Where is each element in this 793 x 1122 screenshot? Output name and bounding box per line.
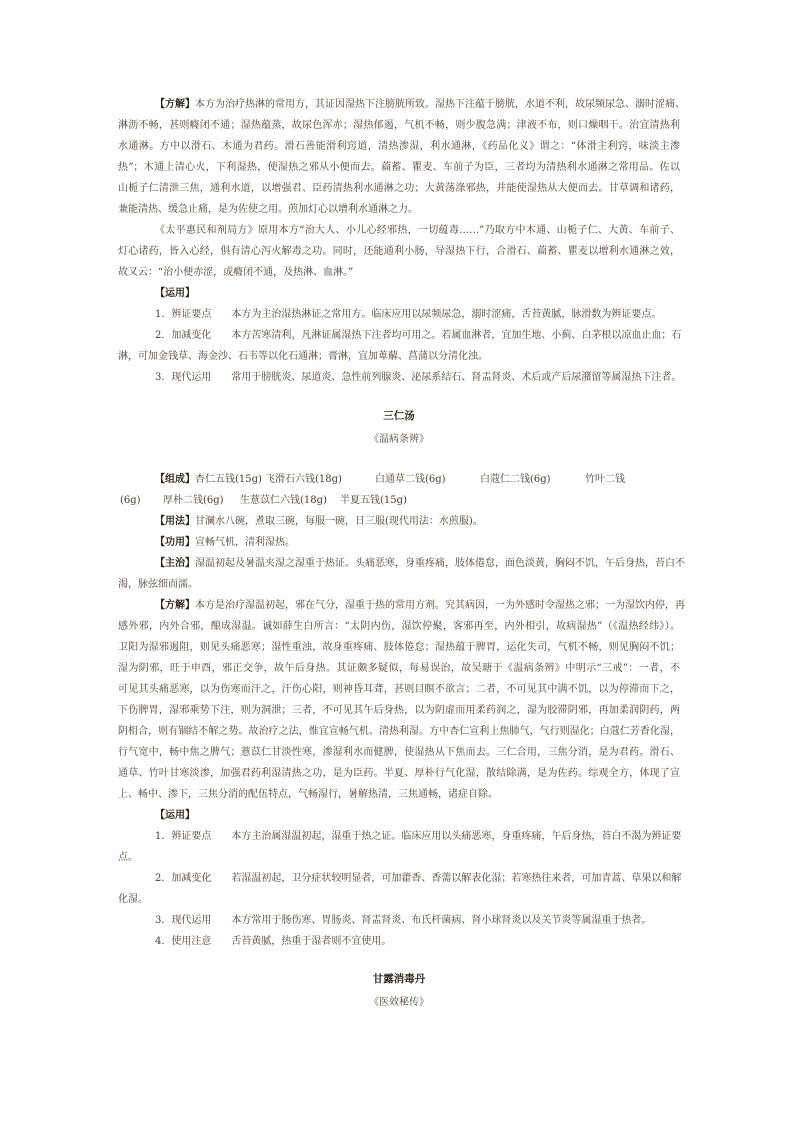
ingredient: 飞滑石六钱(18g): [265, 474, 342, 485]
analysis-text: 本方为治疗热淋的常用方，其证因湿热下注膀胱所致。湿热下注蕴于膀胱，水道不利，故尿频尿急、溺时涩痛、: [195, 99, 685, 110]
indications-text: 湿温初起及暑温夹湿之湿重于热证。头痛恶寒，身重疼痛，肢体倦怠，面色淡黄，胸闷不饥，午后身热，苔白不: [195, 558, 685, 569]
usage-item: [118, 868, 680, 889]
prev-note-line: 故又云：“治小便赤涩，或癃闭不通，及热淋、血淋。”: [118, 267, 354, 278]
formula-title: 甘露消毒丹: [372, 973, 426, 985]
ingredient: 半夏五钱(15g): [340, 495, 407, 506]
ingredient: 生薏苡仁六钱(18g): [240, 495, 327, 506]
item-title: 现代运用: [171, 915, 212, 926]
usage-label: 【运用】: [155, 288, 195, 299]
item-number: 3．: [155, 915, 172, 926]
prev-analysis-paragraph: [118, 94, 685, 220]
ingredient: 白蔻仁二钱(6g): [480, 474, 551, 485]
ingredient: 竹叶二钱: [585, 474, 625, 485]
prev-analysis-line: 热”；木通上清心火，下利湿热，使湿热之邪从小便而去。萹蓄、瞿麦、车前子为臣，三者均为清热利水通淋之常用品。佐以: [118, 162, 680, 173]
item-number: 2．: [155, 330, 172, 341]
item-title: 现代运用: [171, 372, 212, 383]
function-line: [118, 532, 680, 553]
analysis-label: 【方解】: [155, 600, 195, 611]
section-label: [118, 283, 680, 304]
item-text: 本方主治属湿温初起，湿重于热之证。临床应用以头痛恶寒，身重疼痛，午后身热，苔白不渴为辨证要: [231, 831, 682, 842]
item-text: 本方常用于肠伤寒、胃肠炎、肾盂肾炎、布氏杆菌病、肾小球肾炎以及关节炎等属湿重于热者。: [231, 915, 652, 926]
ingredient: 厚朴二钱(6g): [163, 495, 224, 506]
ingredient: (6g): [120, 495, 141, 506]
analysis-line: 上、畅中、渗下，三焦分消的配伍特点，气畅湿行，暑解热清，三焦通畅，诸症自除。: [118, 789, 498, 800]
analysis-line: 下伤脾胃，湿邪乘势下注，则为洞泄；三者，不可见其午后身热，以为阴虚而用柔药润之，湿为胶滞阴邪，再加柔润阴药，两: [118, 705, 680, 716]
usage-method-text: 甘澜水八碗，煮取三碗，每服一碗，日三服(现代用法：水煎服)。: [195, 516, 483, 527]
item-text: 舌苔黄腻，热重于湿者则不宜使用。: [231, 936, 392, 947]
indications-label: 【主治】: [155, 558, 195, 569]
item-title: 加减变化: [171, 873, 212, 884]
analysis-line: 感外邪，内外合邪，酿成湿温。诚如薛生白所言：“太阴内伤，湿饮停聚，客邪再至，内外相引，故病湿热”（《温热经纬》）。: [118, 621, 680, 632]
usage-item: [118, 826, 680, 847]
item-number: 3．: [155, 372, 172, 383]
analysis-line: 阴相合，则有锢结不解之势。故治疗之法，惟宜宣畅气机、清热利湿。方中杏仁宣利上焦肺气，气行则湿化；白蔻仁芳香化湿，: [118, 726, 680, 737]
formula-source: 《温病条辨》: [369, 434, 429, 445]
item-text: 本方苦寒清利，凡淋证属湿热下注者均可用之。若属血淋者，宜加生地、小蓟、白茅根以凉血止血；石: [231, 330, 682, 341]
item-title: 辨证要点: [171, 831, 212, 842]
usage-label: 【运用】: [155, 810, 195, 821]
analysis-paragraph: [118, 595, 685, 805]
usage-item: [118, 304, 680, 325]
item-title: 辨证要点: [171, 309, 212, 320]
prev-note-line: 《太平惠民和剂局方》原用本方“治大人、小儿心经邪热，一切蕴毒……”乃取方中木通、山栀子仁、大黄、车前子、: [155, 225, 680, 236]
usage-section: [118, 805, 680, 952]
ingredient: 白通草二钱(6g): [375, 474, 446, 485]
item-number: 1．: [155, 309, 172, 320]
prev-note-line: 灯心诸药，皆入心经，俱有清心泻火解毒之功。同时，还能通利小肠，导湿热下行，合滑石、萹蓄、瞿麦以增利水通淋之效，: [118, 246, 680, 257]
item-number: 1．: [155, 831, 172, 842]
function-label: 【功用】: [155, 537, 195, 548]
composition-line: [118, 469, 680, 490]
prev-analysis-line: 淋沥不畅，甚则癃闭不通；湿热蕴蒸，故尿色浑赤；湿热郁遏，气机不畅，则少腹急满；津液不布，则口燥咽干。治宜清热利: [118, 120, 680, 131]
usage-item-continuation: 点。: [118, 852, 138, 863]
composition-section: [118, 469, 680, 511]
formula-title: 三仁汤: [383, 410, 415, 422]
composition-line: [118, 490, 680, 511]
usage-method-line: [118, 511, 680, 532]
composition-label: 【组成】: [155, 474, 195, 485]
usage-item-continuation: 淋，可加金钱草、海金沙、石韦等以化石通淋；膏淋，宜加萆薢、菖蒲以分清化浊。: [118, 351, 488, 362]
prev-analysis-line: 山栀子仁清泄三焦，通利水道，以增强君、臣药清热利水通淋之功；大黄荡涤邪热，并能使湿热从大便而去。甘草调和诸药，: [118, 183, 680, 194]
prev-usage-section: [118, 283, 680, 388]
usage-item: [118, 367, 680, 388]
usage-item: [118, 931, 680, 952]
prev-analysis-line: [118, 94, 685, 115]
prev-analysis-line: 兼能清热、缓急止痛，是为佐使之用。煎加灯心以增利水通淋之力。: [118, 204, 418, 215]
analysis-line: 可见其头痛恶寒，以为伤寒而汗之，汗伤心阳，则神昏耳聋，甚则目瞑不欲言；二者，不可见其中满不饥，以为停滞而下之，: [118, 684, 680, 695]
section-label: [118, 805, 680, 826]
section-label: 【方解】: [155, 99, 195, 110]
formula-source: 《医效秘传》: [369, 997, 429, 1008]
usage-item-continuation: 化湿。: [118, 894, 148, 905]
prev-analysis-line: 水通淋。方中以滑石、木通为君药。滑石善能滑利窍道，清热渗湿，利水通淋，《药品化义》谓之：“体滑主利窍，味淡主渗: [118, 141, 680, 152]
usage-item: [118, 910, 680, 931]
indications-line: [118, 553, 685, 574]
item-title: 加减变化: [171, 330, 212, 341]
analysis-text: 本方是治疗湿温初起，邪在气分，湿重于热的常用方剂。究其病因，一为外感时令湿热之邪；一为湿饮内停，再: [195, 600, 685, 611]
indications-line: 渴，脉弦细而濡。: [118, 579, 198, 590]
item-text: 本方为主治湿热淋证之常用方。临床应用以尿频尿急，溺时涩痛，舌苔黄腻，脉滑数为辨证要点。: [231, 309, 662, 320]
item-text: 常用于膀胱炎、尿道炎、急性前列腺炎、泌尿系结石、肾盂肾炎、术后或产后尿潴留等属湿热下注者。: [231, 372, 682, 383]
page-content: [118, 94, 685, 1013]
function-text: 宣畅气机，清利湿热。: [195, 537, 295, 548]
item-number: 4．: [155, 936, 172, 947]
prev-note-paragraph: [118, 220, 680, 283]
item-text: 若湿温初起，卫分症状较明显者，可加藿香、香薷以解表化湿；若寒热往来者，可加青蒿、草果以和解: [231, 873, 682, 884]
usage-method-label: 【用法】: [155, 516, 195, 527]
analysis-line: 湿为阴邪，旺于申酉，邪正交争，故午后身热。其证颇多疑似，每易误治，故吴瑭于《温病条辨》中明示“三戒”：一者，不: [118, 663, 680, 674]
analysis-line: [118, 595, 685, 616]
ingredient-text: 杏仁五钱(15g): [195, 474, 262, 485]
indications-paragraph: [118, 553, 685, 595]
analysis-line: 通草、竹叶甘寒淡渗，加强君药利湿清热之功，是为臣药。半夏、厚朴行气化湿，散结除满，是为佐药。综观全方，体现了宣: [118, 768, 680, 779]
usage-item: [118, 325, 680, 346]
analysis-line: 卫阳为湿邪遏阻，则见头痛恶寒；湿性重浊，故身重疼痛、肢体倦怠；湿热蕴于脾胃，运化失司，气机不畅，则见胸闷不饥；: [118, 642, 680, 653]
item-number: 2．: [155, 873, 172, 884]
ingredient: [155, 469, 262, 490]
analysis-line: 行气宽中，畅中焦之脾气；薏苡仁甘淡性寒，渗湿利水而健脾，使湿热从下焦而去。三仁合用，三焦分消，是为君药。滑石、: [118, 747, 680, 758]
item-title: 使用注意: [171, 936, 212, 947]
